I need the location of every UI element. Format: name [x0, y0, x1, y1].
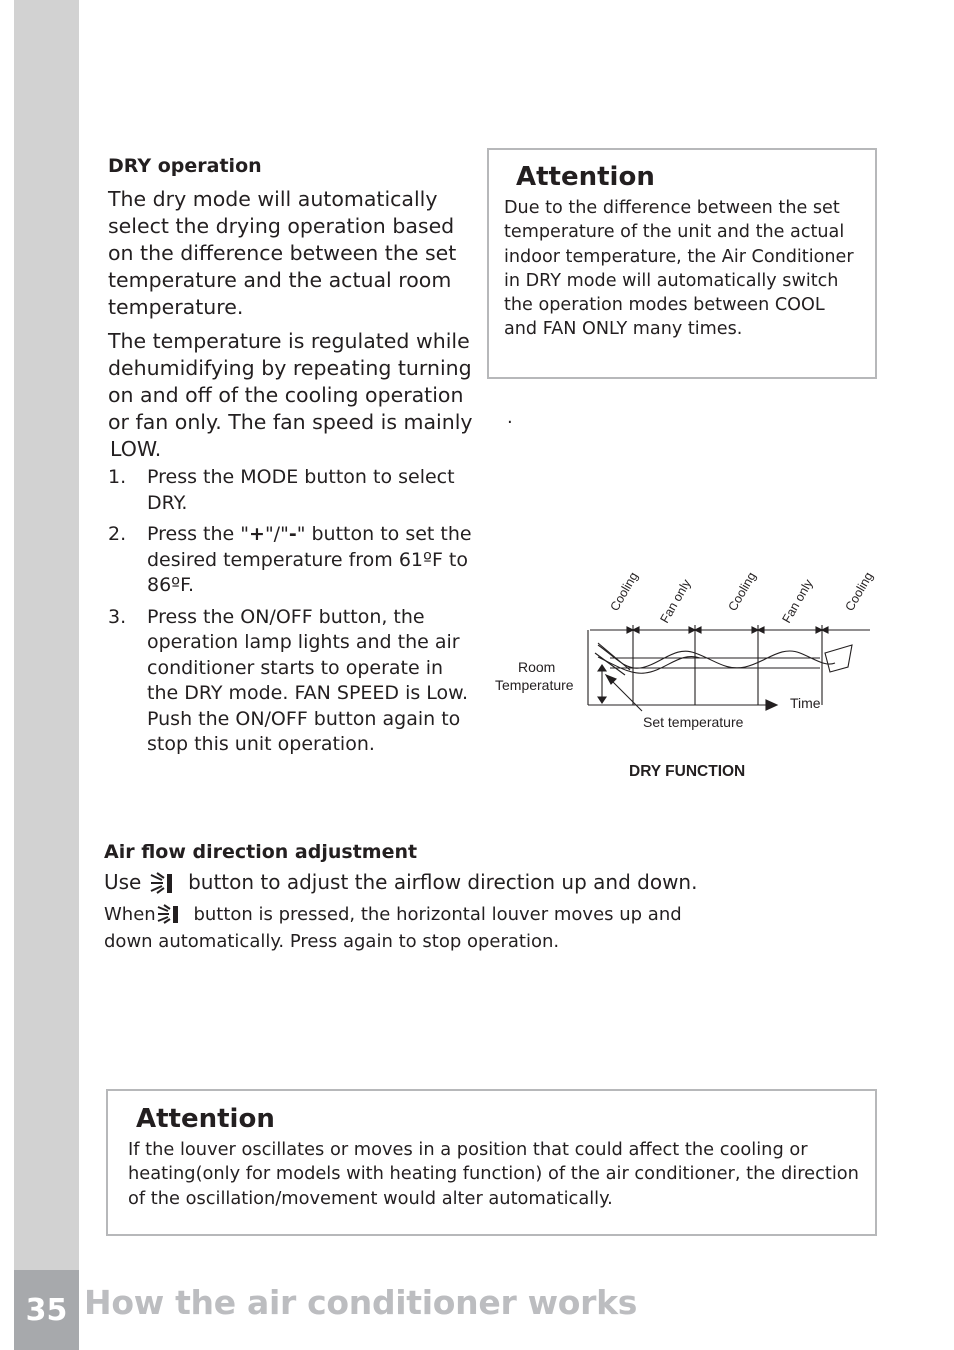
time-axis-label: Time [790, 695, 821, 711]
minus-symbol: - [288, 523, 297, 545]
dry-para-2-end: LOW. [110, 437, 162, 461]
attention-box-louver [106, 1089, 877, 1236]
attention-title: Attention [516, 162, 655, 192]
diagram-caption: DRY FUNCTION [629, 763, 746, 780]
dry-steps-list [108, 465, 478, 764]
swing-louver-icon-small [156, 903, 182, 927]
mode-label-fan-only-1: Fan only [657, 576, 694, 626]
airflow-heading: Air flow direction adjustment [104, 841, 418, 863]
mode-label-cooling-3: Cooling [842, 569, 876, 614]
attention-title-2: Attention [136, 1104, 275, 1134]
attention-body-2: If the louver oscillates or moves in a position that could affect the cooling or heating(only for models with heating function) of the air conditioner, the direction of the oscillation/movement would alter automatically. [128, 1139, 859, 1209]
step-2 [108, 522, 478, 599]
plus-symbol: + [249, 523, 265, 545]
sidebar-band [14, 0, 79, 1350]
dry-para-1: The dry mode will automatically select the drying operation based on the difference between the set temperature and the actual room temperature. [108, 187, 457, 319]
dry-description [108, 186, 476, 463]
airflow-line-1 [104, 870, 697, 897]
airflow-line-3: down automatically. Press again to stop operation. [104, 931, 560, 952]
attention-box-dry [487, 148, 877, 379]
dry-operation-heading: DRY operation [108, 155, 262, 177]
step-3 [108, 605, 478, 758]
step-3-number: 3. [108, 605, 127, 628]
mode-label-cooling-1: Cooling [607, 569, 641, 614]
step-2-mid: "/" [264, 523, 289, 545]
airflow-line-2 [104, 903, 682, 927]
airflow-line-2-pre: When [104, 904, 156, 925]
step-1 [108, 465, 478, 516]
airflow-line-1-post: button to adjust the airflow direction up and down. [188, 870, 698, 894]
airflow-line-1-pre: Use [104, 870, 142, 894]
mode-label-fan-only-2: Fan only [779, 576, 816, 626]
dry-para-2: The temperature is regulated while dehumidifying by repeating turning on and off of the cooling operation or fan only. The fan speed is mainly [108, 329, 473, 434]
step-2-post: " button to set the desired temperature from 61ºF to 86ºF. [147, 523, 472, 596]
step-1-number: 1. [108, 466, 127, 488]
attention-body: Due to the difference between the set temperature of the unit and the actual indoor temperature, the Air Conditioner in DRY mode will automatically switch the operation modes between COOL and FAN ONLY many times. [504, 198, 854, 340]
step-1-text: Press the MODE button to select DRY. [147, 466, 455, 514]
room-label-line-1: Room [518, 659, 556, 675]
stray-dot: . [507, 407, 513, 428]
dry-function-diagram [490, 545, 890, 790]
step-2-pre: Press the " [147, 523, 250, 545]
swing-louver-icon [148, 871, 176, 897]
airflow-line-2-post: button is pressed, the horizontal louver moves up and [193, 904, 682, 925]
page-number: 35 [14, 1270, 79, 1350]
set-temperature-label: Set temperature [643, 714, 744, 730]
step-3-text: Press the ON/OFF button, the operation lamp lights and the air conditioner starts to operate in the DRY mode. FAN SPEED is Low. Push the ON/OFF button again to stop this unit operation. [147, 605, 469, 755]
step-2-number: 2. [108, 523, 127, 545]
footer-title: How the air conditioner works [84, 1283, 638, 1322]
room-label-line-2: Temperature [495, 677, 574, 693]
mode-label-cooling-2: Cooling [725, 569, 759, 614]
step-2-text [147, 523, 472, 596]
